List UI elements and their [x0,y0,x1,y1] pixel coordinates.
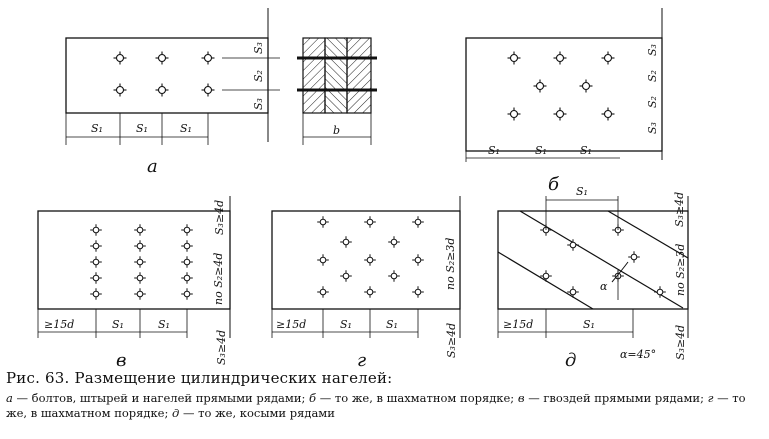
dim-s3-v2: S₃≥4d [215,329,228,365]
dim-s2-d: по S₂≥3d [674,243,687,296]
nail-marker [93,291,99,297]
dim-s3-b2: S₃ [646,122,659,134]
bolt-marker [159,87,166,94]
sub-label-d: д [565,350,577,368]
caption-legend-item [309,391,518,405]
nail-marker [570,289,576,295]
nail-marker [657,289,663,295]
bolt-grid-b [508,52,615,121]
dim-end-d: ≥15d [503,318,534,331]
dim-s3-d1: S₃≥4d [673,191,686,227]
nail-marker [93,243,99,249]
nail-marker [184,275,190,281]
caption-title: Рис. 63. Размещение цилиндрических нагелей: [6,369,393,387]
dim-end-v: ≥15d [44,318,75,331]
panel-b [466,8,662,162]
nail-marker [543,273,549,279]
nail-marker [631,254,637,260]
dim-s3-d2: S₃≥4d [674,324,687,360]
nail-marker [320,257,326,263]
nail-marker [343,273,349,279]
caption-legend-item [172,406,335,420]
panel-v [38,196,230,338]
bolt-grid-a [114,52,215,97]
nail-marker [320,219,326,225]
bolt-marker [557,55,564,62]
dim-s1-d-top: S₁ [576,185,588,198]
board-a [66,38,268,113]
dim-s2-b1: S₂ [646,70,659,82]
dim-s2-a: S₂ [252,70,265,82]
dim-s1-b3: S₁ [580,144,592,157]
dim-b: b [333,124,341,137]
nail-marker [367,219,373,225]
dim-s3-g: S₃≥4d [445,322,458,358]
angle-alpha: α [600,280,608,293]
dim-s2-g: по S₂≥3d [444,237,457,290]
nail-marker [137,227,143,233]
panel-d [498,196,688,338]
caption-legend-key: г [707,391,714,405]
dim-s1-b1: S₁ [488,144,500,157]
caption-legend-item [6,391,309,405]
dim-s3-a2: S₃ [252,98,265,110]
caption-legend-text: — то же, косыми рядами [179,406,335,420]
nail-marker [184,243,190,249]
nail-marker [184,259,190,265]
nail-marker [137,243,143,249]
nail-marker [137,275,143,281]
nail-marker [415,289,421,295]
caption-legend-item [518,391,708,405]
nail-grid-v [90,224,193,300]
bolt-marker [511,55,518,62]
dim-s3-b1: S₃ [646,44,659,56]
dim-s1-v1: S₁ [112,318,124,331]
bolt-marker [117,87,124,94]
nail-marker [570,242,576,248]
bolt-marker [511,111,518,118]
bolt-marker [205,55,212,62]
dim-end-g: ≥15d [276,318,307,331]
nail-marker [137,259,143,265]
nail-marker [184,227,190,233]
nail-marker [93,227,99,233]
bolt-marker [605,111,612,118]
bolt-marker [537,83,544,90]
caption-legend [6,391,763,421]
board-b [466,38,662,151]
dim-s3-v1: S₃≥4d [213,199,226,235]
nail-marker [93,259,99,265]
sub-label-b: б [548,174,559,195]
figure-caption [6,369,763,421]
caption-legend-text: — то же, в шахматном порядке; [6,391,746,420]
caption-legend-text: — болтов, штырей и нагелей прямыми рядами; [12,391,310,405]
dim-s1-d: S₁ [583,318,595,331]
bolt-marker [205,87,212,94]
sub-label-a: а [147,156,158,177]
sub-label-g: г [357,350,367,368]
bolt-marker [605,55,612,62]
caption-legend-key: д [172,406,180,420]
caption-legend-key: в [517,391,525,405]
nail-marker [367,289,373,295]
nail-marker [391,273,397,279]
nail-marker [415,257,421,263]
bolt-marker [557,111,564,118]
dim-s2-v: по S₂≥4d [212,252,225,305]
nail-marker [367,257,373,263]
dim-s2-b2: S₂ [646,96,659,108]
dim-s1-g2: S₁ [386,318,398,331]
nail-marker [415,219,421,225]
panel-g [272,196,460,338]
angle-alpha-value: α=45° [620,348,657,361]
caption-legend-key: а [6,391,13,405]
dim-s1-a3: S₁ [180,122,192,135]
nail-marker [320,289,326,295]
bolt-marker [159,55,166,62]
nail-marker [93,275,99,281]
dim-s1-a1: S₁ [91,122,103,135]
bolt-marker [583,83,590,90]
dim-s1-g1: S₁ [340,318,352,331]
nail-grid-g [317,216,424,298]
dim-s1-v2: S₁ [158,318,170,331]
dim-s3-a1: S₃ [252,42,265,54]
dim-s1-a2: S₁ [136,122,148,135]
caption-legend-text: — гвоздей прямыми рядами; [524,391,708,405]
nail-marker [184,291,190,297]
sub-label-v: в [116,350,127,368]
nail-marker [343,239,349,245]
nail-marker [137,291,143,297]
caption-legend-key: б [309,391,317,405]
nail-marker [391,239,397,245]
bolt-marker [117,55,124,62]
caption-legend-text: — то же, в шахматном порядке; [316,391,518,405]
dim-s1-b2: S₁ [535,144,547,157]
board-v [38,211,230,309]
